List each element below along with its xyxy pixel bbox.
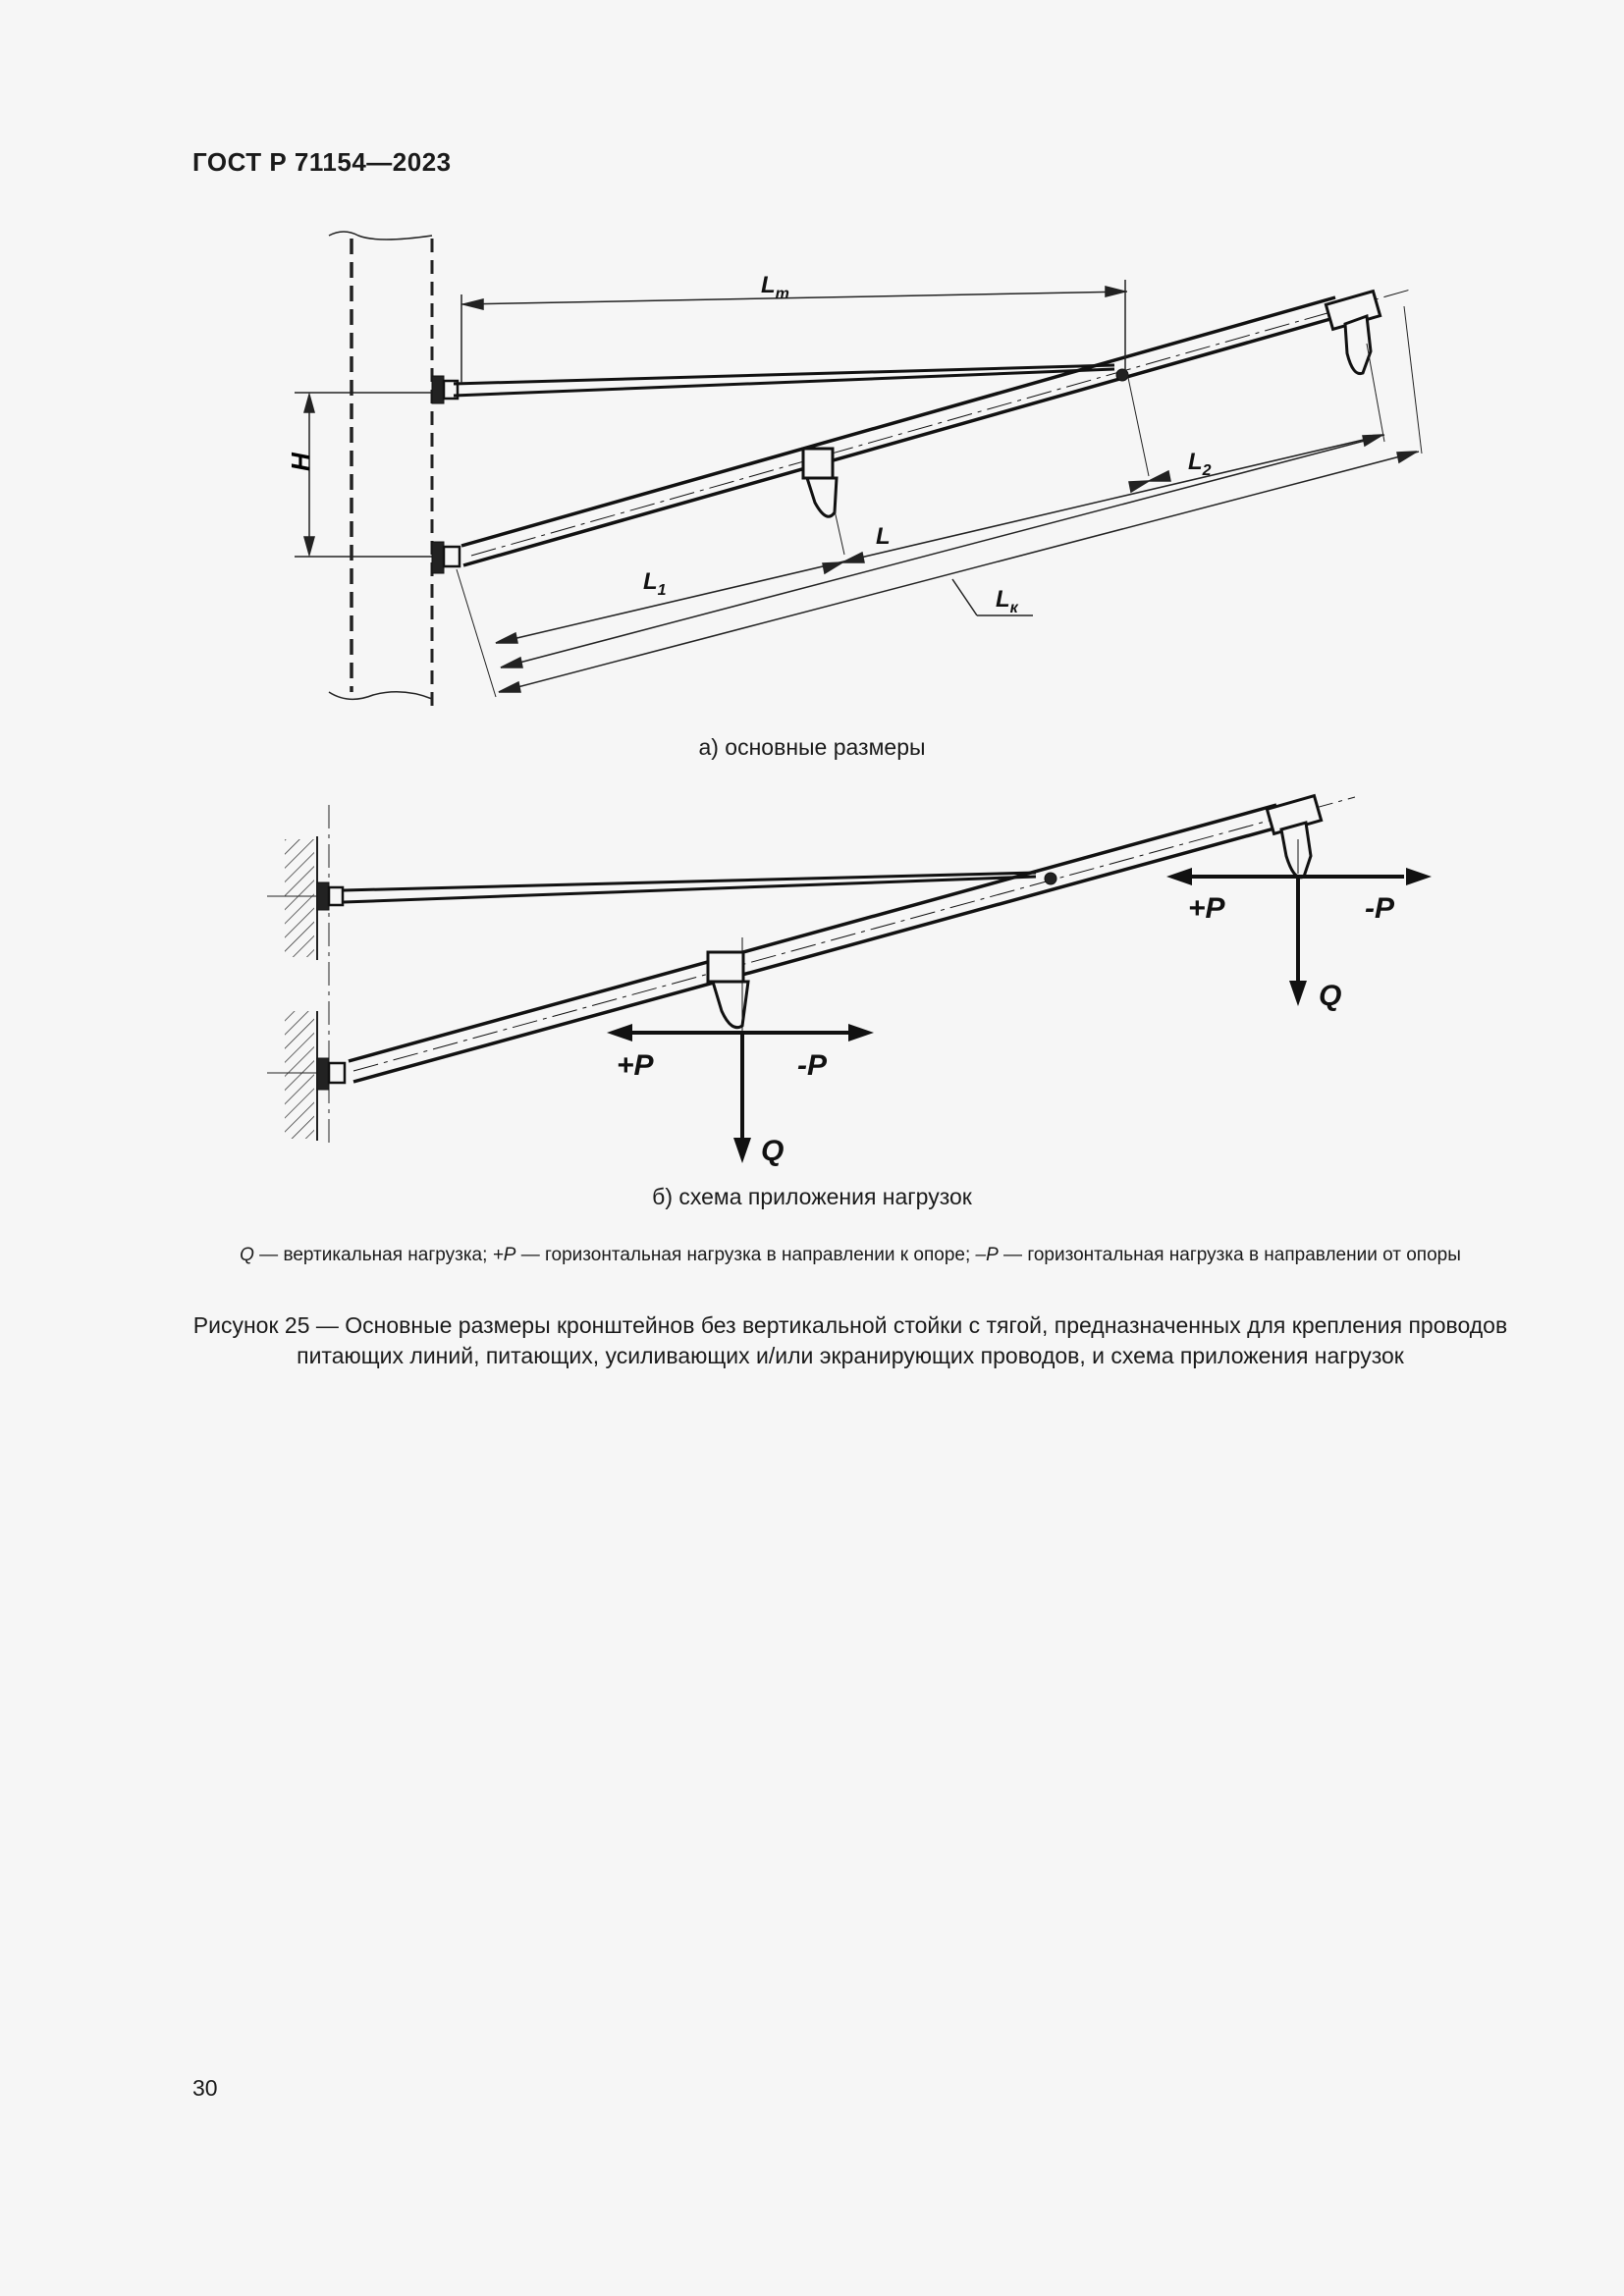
dimension-lk-subscript: к [1009, 600, 1018, 616]
end-clamp-b [1267, 796, 1321, 878]
extension-lines [457, 306, 1422, 697]
load-q-end-label: Q [1319, 980, 1342, 1012]
legend-plus-p-text: — горизонтальная нагрузка в направлении к опоре; [515, 1245, 976, 1265]
loads-mid-clamp [607, 937, 874, 1163]
figure-caption: Рисунок 25 — Основные размеры кронштейнов без вертикальной стойки с тягой, предназначенных для крепления проводов питающих линий, питающих, усиливающих и/или экранирующих проводов, и схема приложения нагрузок [192, 1312, 1508, 1368]
mid-clamp [803, 449, 837, 516]
dimension-l-label: L [876, 523, 891, 550]
mid-clamp-b [708, 952, 748, 1028]
legend-minus-p-symbol: –P [975, 1245, 999, 1265]
dimension-lt-label: L [761, 272, 776, 298]
legend-q-text: — вертикальная нагрузка; [253, 1245, 493, 1265]
loads-end-clamp [1166, 839, 1432, 1006]
figure-legend [192, 1242, 1508, 1268]
tie-rod-b [317, 873, 1036, 910]
dimension-l1-subscript: 1 [657, 582, 667, 599]
load-minus-p-end-label: -P [1365, 892, 1394, 925]
dimension-l1-l2 [496, 435, 1384, 643]
dimension-lk [499, 452, 1419, 692]
load-plus-p-end-label: +P [1188, 892, 1225, 925]
bracket-bar-b [317, 797, 1355, 1090]
svg-text:Lк [996, 586, 1019, 616]
figure-b-caption: б) схема приложения нагрузок [652, 1184, 972, 1209]
dimension-h-label: H [286, 453, 315, 471]
bracket-bar [432, 289, 1414, 573]
dimension-lt-subscript: т [775, 286, 789, 302]
tie-rod [432, 365, 1114, 403]
svg-text:L2 [1188, 449, 1212, 479]
end-clamp [1326, 292, 1380, 374]
document-header: ГОСТ Р 71154—2023 [192, 147, 452, 177]
dimension-l2-label: L [1188, 449, 1203, 475]
legend-minus-p-text: — горизонтальная нагрузка в направлении от опоры [998, 1245, 1461, 1265]
page-number: 30 [192, 2075, 218, 2101]
load-minus-p-mid-label: -P [797, 1049, 827, 1082]
dimension-l1-label: L [643, 568, 658, 595]
mast [329, 232, 432, 712]
dimension-l [501, 437, 1380, 667]
svg-text:L1 [643, 568, 667, 599]
legend-plus-p-symbol: +P [492, 1245, 516, 1265]
dimension-h [295, 393, 432, 557]
dimension-l2-subscript: 2 [1202, 462, 1212, 479]
pivot-point-icon [1116, 369, 1128, 381]
figure-a-drawing [0, 0, 1624, 746]
legend-q-symbol: Q [240, 1245, 254, 1265]
svg-text:Lт [761, 272, 789, 302]
figure-a-caption: а) основные размеры [698, 734, 926, 760]
dimension-lk-label: L [996, 586, 1010, 613]
load-plus-p-mid-label: +P [617, 1049, 654, 1082]
wall-support-lower [267, 1011, 319, 1141]
wall-support-upper [267, 805, 329, 1148]
load-q-mid-label: Q [761, 1135, 785, 1167]
pivot-point-b-icon [1045, 873, 1056, 884]
